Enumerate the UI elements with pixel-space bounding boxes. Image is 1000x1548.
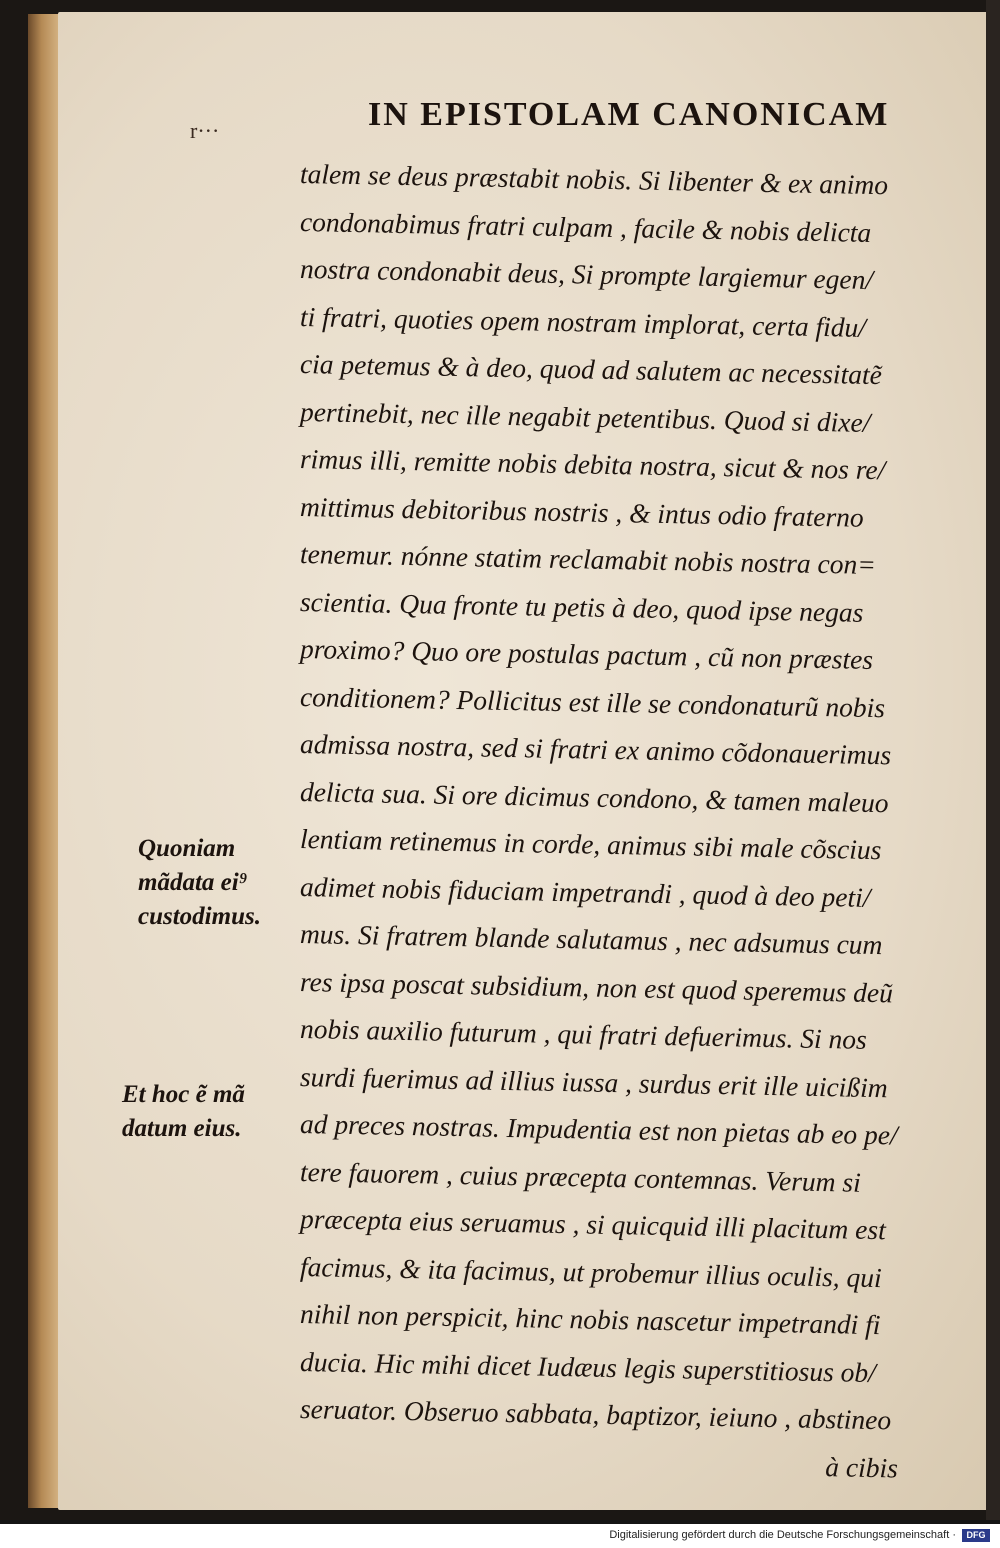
text-line: conditionem? Pollicitus est ille se condonaturũ nobis [299,680,886,723]
text-line: condonabimus fratri culpam , facile & nobis delicta [299,205,872,248]
margin-note-quoniam [138,832,261,934]
text-line: nobis auxilio futurum , qui fratri defuerimus. Si nos [299,1013,868,1055]
text-line: talem se deus præstabit nobis. Si libenter & ex animo [299,158,889,201]
text-line: tenemur. nónne statim reclamabit nobis nostra con= [299,538,877,581]
margin-note-line: custodimus. [138,903,261,930]
main-text-block [299,150,950,1483]
text-line: cia petemus & à deo, quod ad salutem ac necessitatẽ [299,348,883,391]
text-line: tere fauorem , cuius præcepta contemnas. Verum si [299,1155,862,1198]
text-line: lentiam retinemus in corde, animus sibi male cõscius [299,823,882,866]
dfg-logo-icon: DFG [962,1529,990,1542]
text-line: seruator. Obseruo sabbata, baptizor, ieiuno , abstineo [299,1393,892,1436]
corner-mark: r··· [190,118,220,143]
text-line: ti fratri, quoties opem nostram implorat, certa fidu/ [299,300,867,343]
text-line: præcepta eius seruamus , si quicquid illi placitum est [299,1203,887,1246]
funding-credit: Digitalisierung gefördert durch die Deutsche Forschungsgemeinschaft · [609,1529,956,1541]
text-line: facimus, & ita facimus, ut probemur illius oculis, qui [299,1250,883,1293]
margin-note-line: Et hoc ẽ mã [122,1081,245,1108]
text-line: ducia. Hic mihi dicet Iudæus legis superstitiosus ob/ [299,1345,877,1388]
scan-border [986,0,1000,1520]
book-spine-edge [28,14,62,1508]
text-line: res ipsa poscat subsidium, non est quod speremus deũ [299,965,894,1008]
text-line: pertinebit, nec ille negabit petentibus. Quod si dixe/ [299,395,871,438]
footer-bar [0,1524,1000,1548]
text-line: nihil non perspicit, hinc nobis nascetur impetrandi fi [299,1298,881,1341]
margin-note-line: Quoniam [138,835,236,862]
text-line: mus. Si fratrem blande salutamus , nec adsumus cum [299,918,883,961]
text-line: proximo? Quo ore postulas pactum , cũ non præstes [299,633,874,676]
text-line: scientia. Qua fronte tu petis à deo, quod ipse negas [299,585,864,628]
margin-note-line: datum eius. [122,1115,242,1142]
text-line: ad preces nostras. Impudentia est non pietas ab eo pe/ [299,1108,898,1151]
text-line: rimus illi, remitte nobis debita nostra, sicut & nos re/ [299,443,886,486]
running-header: IN EPISTOLAM CANONICAM [368,96,890,133]
text-line: delicta sua. Si ore dicimus condono, & tamen maleuo [299,775,889,818]
text-line: nostra condonabit deus, Si prompte largiemur egen/ [299,253,874,295]
margin-note-et-hoc [122,1078,245,1146]
text-line: mittimus debitoribus nostris , & intus odio fraterno [299,490,865,533]
text-line: adimet nobis fiduciam impetrandi , quod à deo peti/ [299,870,871,913]
text-line: surdi fuerimus ad illius iussa , surdus erit ille uicißim [299,1060,888,1103]
margin-note-line: mãdata ei⁹ [138,869,248,896]
text-line: admissa nostra, sed si fratri ex animo cõdonauerimus [299,728,892,771]
catchword: à cibis [825,1450,899,1483]
